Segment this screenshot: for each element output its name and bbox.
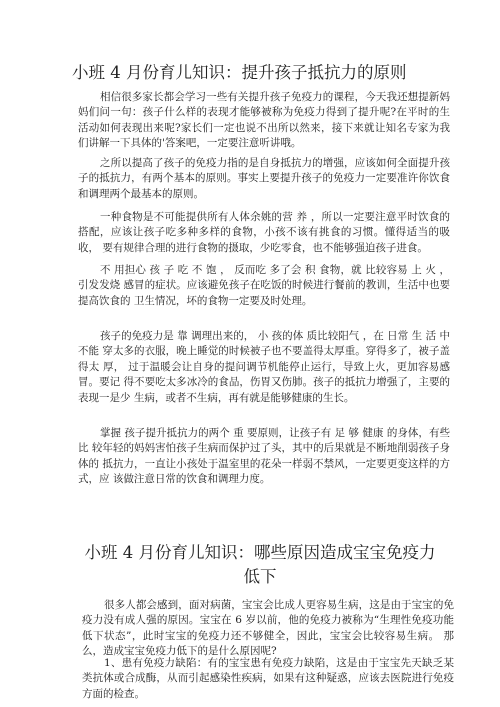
article-title: 小班 4 月份育儿知识：提升孩子抵抗力的原则 <box>72 63 407 82</box>
paragraph: 相信很多家长都会学习一些有关提升孩子免疫力的课程，今天我还想提新妈妈们问一句：孩子什么样的表现才能够被称为免疫力得到了提升呢?在平时的生活动如何表现出来呢?家长们一定也说不出所以然来，接下来就让知名专家为我们讲解一下具体的'答案吧，一定要注意听讲哦。 <box>78 91 450 150</box>
article-title: 小班 4 月份育儿知识：哪些原因造成宝宝免疫力低下 <box>84 543 436 586</box>
paragraph: 很多人都会感到，面对病菌，宝宝会比成人更容易生病，这是由于宝宝的免疫力没有成人强的原因。宝宝在 6 岁以前，他的免疫力被称为“生理性免疫功能低下状态”，此时宝宝的免疫力还不够健全，因此，宝宝会比较容易生病。 那么，造成宝宝免疫力低下的是什么原因呢? <box>82 599 454 658</box>
paragraph: 1、患有免疫力缺陷：有的宝宝患有免疫力缺陷，这是由于宝宝先天缺乏某类抗体或合成酶，从而引起感染性疾病，如果有这种疑惑，应该去医院进行免疫方面的检查。 <box>82 657 454 700</box>
paragraph: 不 用担心 孩 子 吃 不 饱 ， 反而吃 多了会 积 食物，就 比较容易 上 火 ， 引发发烧 感冒的症状。应该避免孩子在吃饭的时候进行餐前的教训，生活中也要提高饮食的 卫生情况，坏的食物一定要及时处理。 <box>78 264 450 307</box>
paragraph: 之所以提高了孩子的免疫力指的是自身抵抗力的增强，应该如何全面提升孩子的抵抗力，有两个基本的原则。事实上要提升孩子的免疫力一定要准许你饮食和调理两个最基本的原则。 <box>78 157 450 200</box>
paragraph: 一种食物是不可能提供所有人体余姚的营 养 ，所以一定要注意平时饮食的 搭配，应该让孩子吃多种多样的食物，小孩不该有挑食的习惯。懂得适当的吸收， 要有规律合理的进行食物的摄取，少吃零食，也不能够强迫孩子进食。 <box>78 211 450 254</box>
paragraph: 孩子的免疫力是 靠 调理出来的， 小 孩的体 质比较阳气 ，在 日常 生 活 中 不能 穿太多的衣服，晚上睡觉的时候被子也不要盖得太厚重。穿得多了，被子盖得太 厚， 过于温暖会让自身的提问调节机能停止运行，导致上火，更加容易感冒。要记 得不要吃太多冰冷的食品，伤胃又伤肺。孩子的抵抗力增强了，主要的表现一是少 生病，或者不生病，再有就是能够健康的生长。 <box>78 330 450 404</box>
paragraph: 掌握 孩子提升抵抗力的两个 重 要原则，让孩子有 足 够 健康 的身体，有些 比 较年轻的妈妈害怕孩子生病而保护过了头，其中的后果就是不断地削弱孩子身体的 抵抗力，一直让小孩处于温室里的花朵一样弱不禁风，一定要更变这样的方式，应 该做注意日常的饮食和调理力度。 <box>78 427 450 486</box>
